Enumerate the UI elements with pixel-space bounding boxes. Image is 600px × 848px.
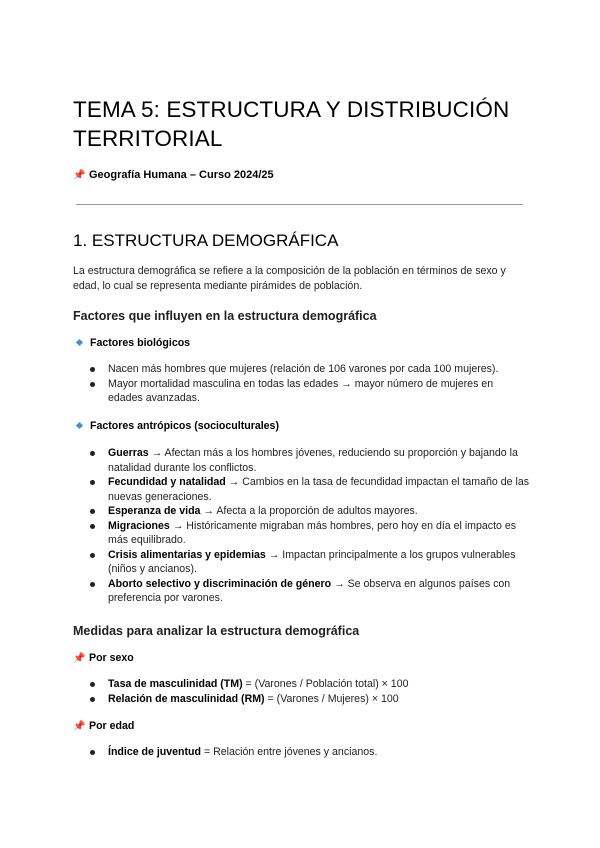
subtitle-text: Geografía Humana – Curso 2024/25	[89, 169, 274, 181]
by-sex-label	[73, 652, 134, 664]
page-title: TEMA 5: ESTRUCTURA Y DISTRIBUCIÓN TERRITORIAL	[73, 97, 510, 151]
item-term: Migraciones	[108, 519, 170, 532]
list-item	[90, 745, 530, 760]
bullet-dot-icon	[90, 367, 95, 372]
item-term: Guerras	[108, 447, 149, 459]
item-term: Relación de masculinidad (RM)	[108, 692, 265, 705]
anthropic-list	[90, 446, 530, 606]
bullet-dot-icon	[90, 553, 95, 558]
bullet-dot-icon	[90, 750, 95, 755]
list-item	[90, 692, 530, 707]
by-age-label-text: Por edad	[89, 720, 135, 732]
pin-icon: 📌	[73, 721, 86, 732]
item-text: Nacen más hombres que mujeres (relación de 106 varones por cada 100 mujeres).	[108, 363, 499, 375]
list-item	[90, 377, 530, 406]
anthropic-label-text: Factores antrópicos (socioculturales)	[90, 420, 279, 432]
bullet-dot-icon	[90, 682, 95, 687]
item-text: → Se observa en algunos países con preferencia por varones.	[108, 577, 511, 604]
by-age-list	[90, 745, 530, 760]
item-term: Fecundidad y natalidad	[108, 476, 226, 488]
biological-list	[90, 362, 530, 406]
list-item	[90, 548, 530, 577]
intro-paragraph: La estructura demográfica se refiere a la composición de la población en términos de sexo y edad, lo cual se representa mediante pirámides de población.	[73, 265, 506, 292]
bullet-dot-icon	[90, 480, 95, 485]
horizontal-divider	[76, 204, 523, 205]
biological-label-text: Factores biológicos	[90, 337, 191, 349]
section-heading: 1. ESTRUCTURA DEMOGRÁFICA	[73, 231, 339, 250]
by-sex-list	[90, 677, 530, 706]
item-text: = (Varones / Población total) × 100	[242, 678, 409, 690]
item-text: Mayor mortalidad masculina en todas las edades → mayor número de mujeres en edades avanzadas.	[108, 377, 494, 404]
list-item	[90, 504, 530, 519]
list-item	[90, 446, 530, 475]
list-item	[90, 475, 530, 504]
subtitle	[73, 169, 274, 181]
item-term: Esperanza de vida	[108, 505, 201, 517]
item-term: Índice de juventud	[108, 746, 202, 758]
diamond-bullet-icon	[76, 422, 83, 429]
pin-icon: 📌	[73, 170, 86, 181]
list-item	[90, 577, 530, 606]
by-sex-label-text: Por sexo	[89, 652, 134, 664]
item-text: → Cambios en la tasa de fecundidad impactan el tamaño de las nuevas generaciones.	[108, 476, 530, 503]
bullet-dot-icon	[90, 451, 95, 456]
item-text: → Afecta a la proporción de adultos mayores.	[200, 505, 418, 517]
factors-heading: Factores que influyen en la estructura demográfica	[73, 309, 377, 323]
item-term: Tasa de masculinidad (TM)	[108, 678, 243, 690]
pin-icon: 📌	[73, 653, 86, 664]
bullet-dot-icon	[90, 697, 95, 702]
item-text: → Impactan principalmente a los grupos vulnerables (niños y ancianos).	[108, 548, 516, 575]
bullet-dot-icon	[90, 524, 95, 529]
diamond-bullet-icon	[76, 339, 83, 346]
measures-heading: Medidas para analizar la estructura demográfica	[73, 624, 360, 638]
item-text: → Históricamente migraban más hombres, pero hoy en día el impacto es más equilibrado.	[108, 519, 517, 546]
item-text: = (Varones / Mujeres) × 100	[264, 692, 399, 705]
biological-factors-label	[73, 337, 190, 349]
list-item	[90, 519, 530, 548]
item-text: → Afectan más a los hombres jóvenes, reduciendo su proporción y bajando la natalidad durante los conflictos.	[108, 447, 518, 474]
list-item	[90, 362, 530, 377]
bullet-dot-icon	[90, 582, 95, 587]
item-term: Crisis alimentarias y epidemias	[108, 548, 266, 561]
list-item	[90, 677, 530, 692]
by-age-label	[73, 720, 134, 732]
bullet-dot-icon	[90, 509, 95, 514]
anthropic-factors-label	[73, 420, 279, 432]
item-term: Aborto selectivo y discriminación de género	[108, 577, 332, 590]
bullet-dot-icon	[90, 382, 95, 387]
item-text: = Relación entre jóvenes y ancianos.	[201, 746, 378, 758]
